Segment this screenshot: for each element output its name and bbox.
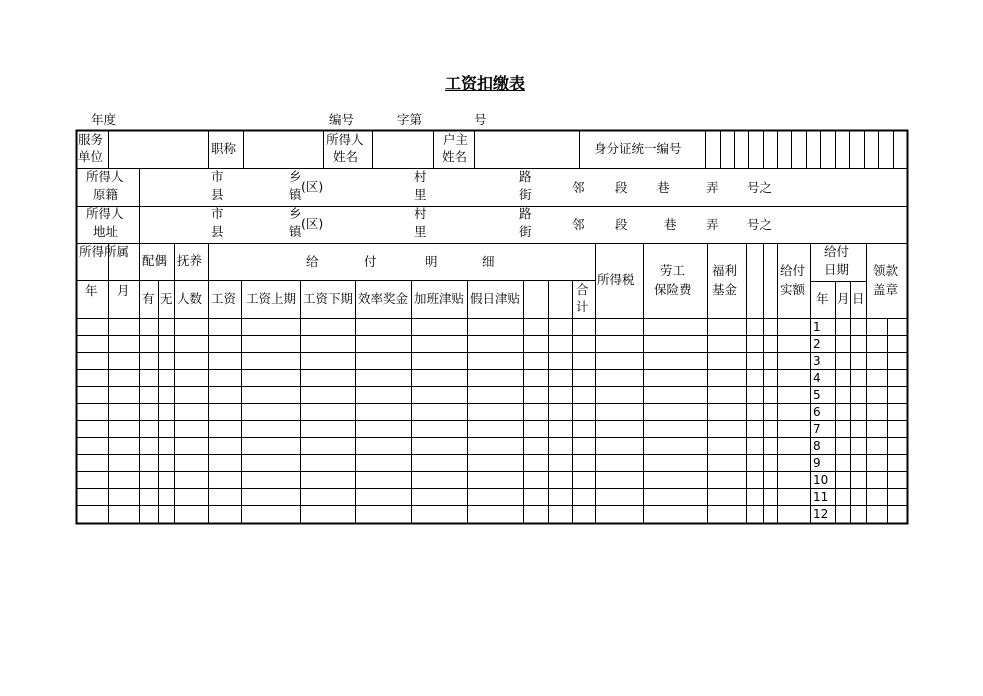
residence-label-2: 地址 (93, 224, 119, 239)
origin-number: 号之 (747, 180, 773, 195)
job-title-label: 职称 (211, 141, 237, 156)
household-head-label-2: 姓名 (442, 149, 468, 164)
receipt-seal-header-2: 盖章 (873, 282, 899, 297)
origin-town: 镇 (289, 187, 302, 202)
origin-label-2: 原籍 (93, 187, 119, 202)
overtime-allowance-header: 加班津贴 (414, 291, 465, 306)
payment-detail-header-1: 给 (306, 254, 319, 269)
service-unit-label-2: 单位 (78, 149, 104, 164)
origin-neighbor: 邻 (572, 180, 585, 195)
residence-county: 县 (211, 224, 224, 239)
spouse-no-header: 无 (160, 291, 173, 306)
residence-number: 号之 (747, 217, 773, 232)
origin-label-1: 所得人 (86, 169, 124, 184)
id-number-label: 身分证统一编号 (594, 141, 682, 156)
wage-prev-header: 工资上期 (246, 291, 297, 306)
service-unit-label-1: 服务 (78, 132, 104, 147)
payment-detail-header-3: 明 (425, 254, 438, 269)
receipt-seal-header-1: 领款 (873, 263, 899, 278)
residence-li: 里 (414, 224, 427, 239)
net-payment-header-2: 实额 (780, 282, 806, 297)
dependents-count-header: 人数 (177, 291, 203, 306)
total-header-1: 合 (576, 282, 589, 297)
origin-county: 县 (211, 187, 224, 202)
wage-header: 工资 (211, 291, 237, 306)
residence-road: 路 (519, 206, 532, 221)
origin-road: 路 (519, 169, 532, 184)
origin-city: 市 (211, 169, 224, 184)
origin-township: 乡 (289, 169, 302, 184)
number-label: 编号 (329, 112, 355, 127)
welfare-fund-header-1: 福利 (712, 263, 738, 278)
row-number: 5 (813, 388, 821, 402)
row-number: 6 (813, 405, 821, 419)
payment-detail-header-4: 细 (482, 254, 495, 269)
payment-date-year-header: 年 (816, 291, 829, 306)
payment-date-month-header: 月 (837, 291, 850, 306)
taxpayer-name-label-2: 姓名 (333, 149, 359, 164)
holiday-allowance-header: 假日津贴 (470, 291, 521, 306)
wage-next-header: 工资下期 (303, 291, 354, 306)
residence-lane: 巷 (664, 217, 677, 232)
efficiency-bonus-header: 效率奖金 (358, 291, 409, 306)
residence-village: 村 (414, 206, 427, 221)
row-number: 1 (813, 320, 821, 334)
payment-date-day-header: 日 (852, 291, 865, 306)
row-number: 4 (813, 371, 821, 385)
origin-village: 村 (414, 169, 427, 184)
taxpayer-name-label-1: 所得人 (326, 132, 364, 147)
origin-lane: 巷 (657, 180, 670, 195)
residence-alley: 弄 (706, 217, 719, 232)
row-number: 9 (813, 456, 821, 470)
period-year-header: 年 (85, 283, 98, 298)
period-month-header: 月 (117, 283, 130, 298)
residence-city: 市 (211, 206, 224, 221)
net-payment-header-1: 给付 (780, 263, 806, 278)
spouse-yes-header: 有 (142, 291, 155, 306)
row-number: 3 (813, 354, 821, 368)
total-header-2: 计 (576, 299, 589, 314)
origin-street: 街 (519, 187, 532, 202)
row-number: 10 (813, 473, 829, 487)
spouse-header: 配偶 (142, 253, 168, 268)
residence-town: 镇 (289, 224, 302, 239)
labor-insurance-header-1: 劳工 (660, 263, 686, 278)
payment-date-header-2: 日期 (824, 262, 850, 277)
residence-label-1: 所得人 (86, 206, 124, 221)
period-header: 所得所属 (79, 244, 130, 259)
income-tax-header: 所得税 (597, 272, 635, 287)
residence-section: 段 (615, 217, 628, 232)
row-number: 7 (813, 422, 821, 436)
payment-date-header-1: 给付 (824, 244, 850, 259)
residence-street: 街 (519, 224, 532, 239)
dependents-header: 抚养 (177, 253, 203, 268)
labor-insurance-header-2: 保险费 (654, 282, 692, 297)
origin-district: (区) (301, 179, 324, 194)
row-number: 12 (813, 507, 829, 521)
row-number: 11 (813, 490, 829, 504)
origin-li: 里 (414, 187, 427, 202)
char-prefix-label: 字第 (397, 112, 423, 127)
year-label: 年度 (91, 112, 117, 127)
origin-alley: 弄 (706, 180, 719, 195)
char-suffix-label: 号 (474, 112, 487, 127)
form-title: 工资扣缴表 (445, 74, 526, 93)
residence-township: 乡 (289, 206, 302, 221)
welfare-fund-header-2: 基金 (712, 282, 738, 297)
payment-detail-header-2: 付 (364, 254, 377, 269)
row-number: 8 (813, 439, 821, 453)
residence-neighbor: 邻 (572, 217, 585, 232)
residence-district: (区) (301, 216, 324, 231)
row-number: 2 (813, 337, 821, 351)
origin-section: 段 (615, 180, 628, 195)
household-head-label-1: 户主 (443, 132, 469, 147)
